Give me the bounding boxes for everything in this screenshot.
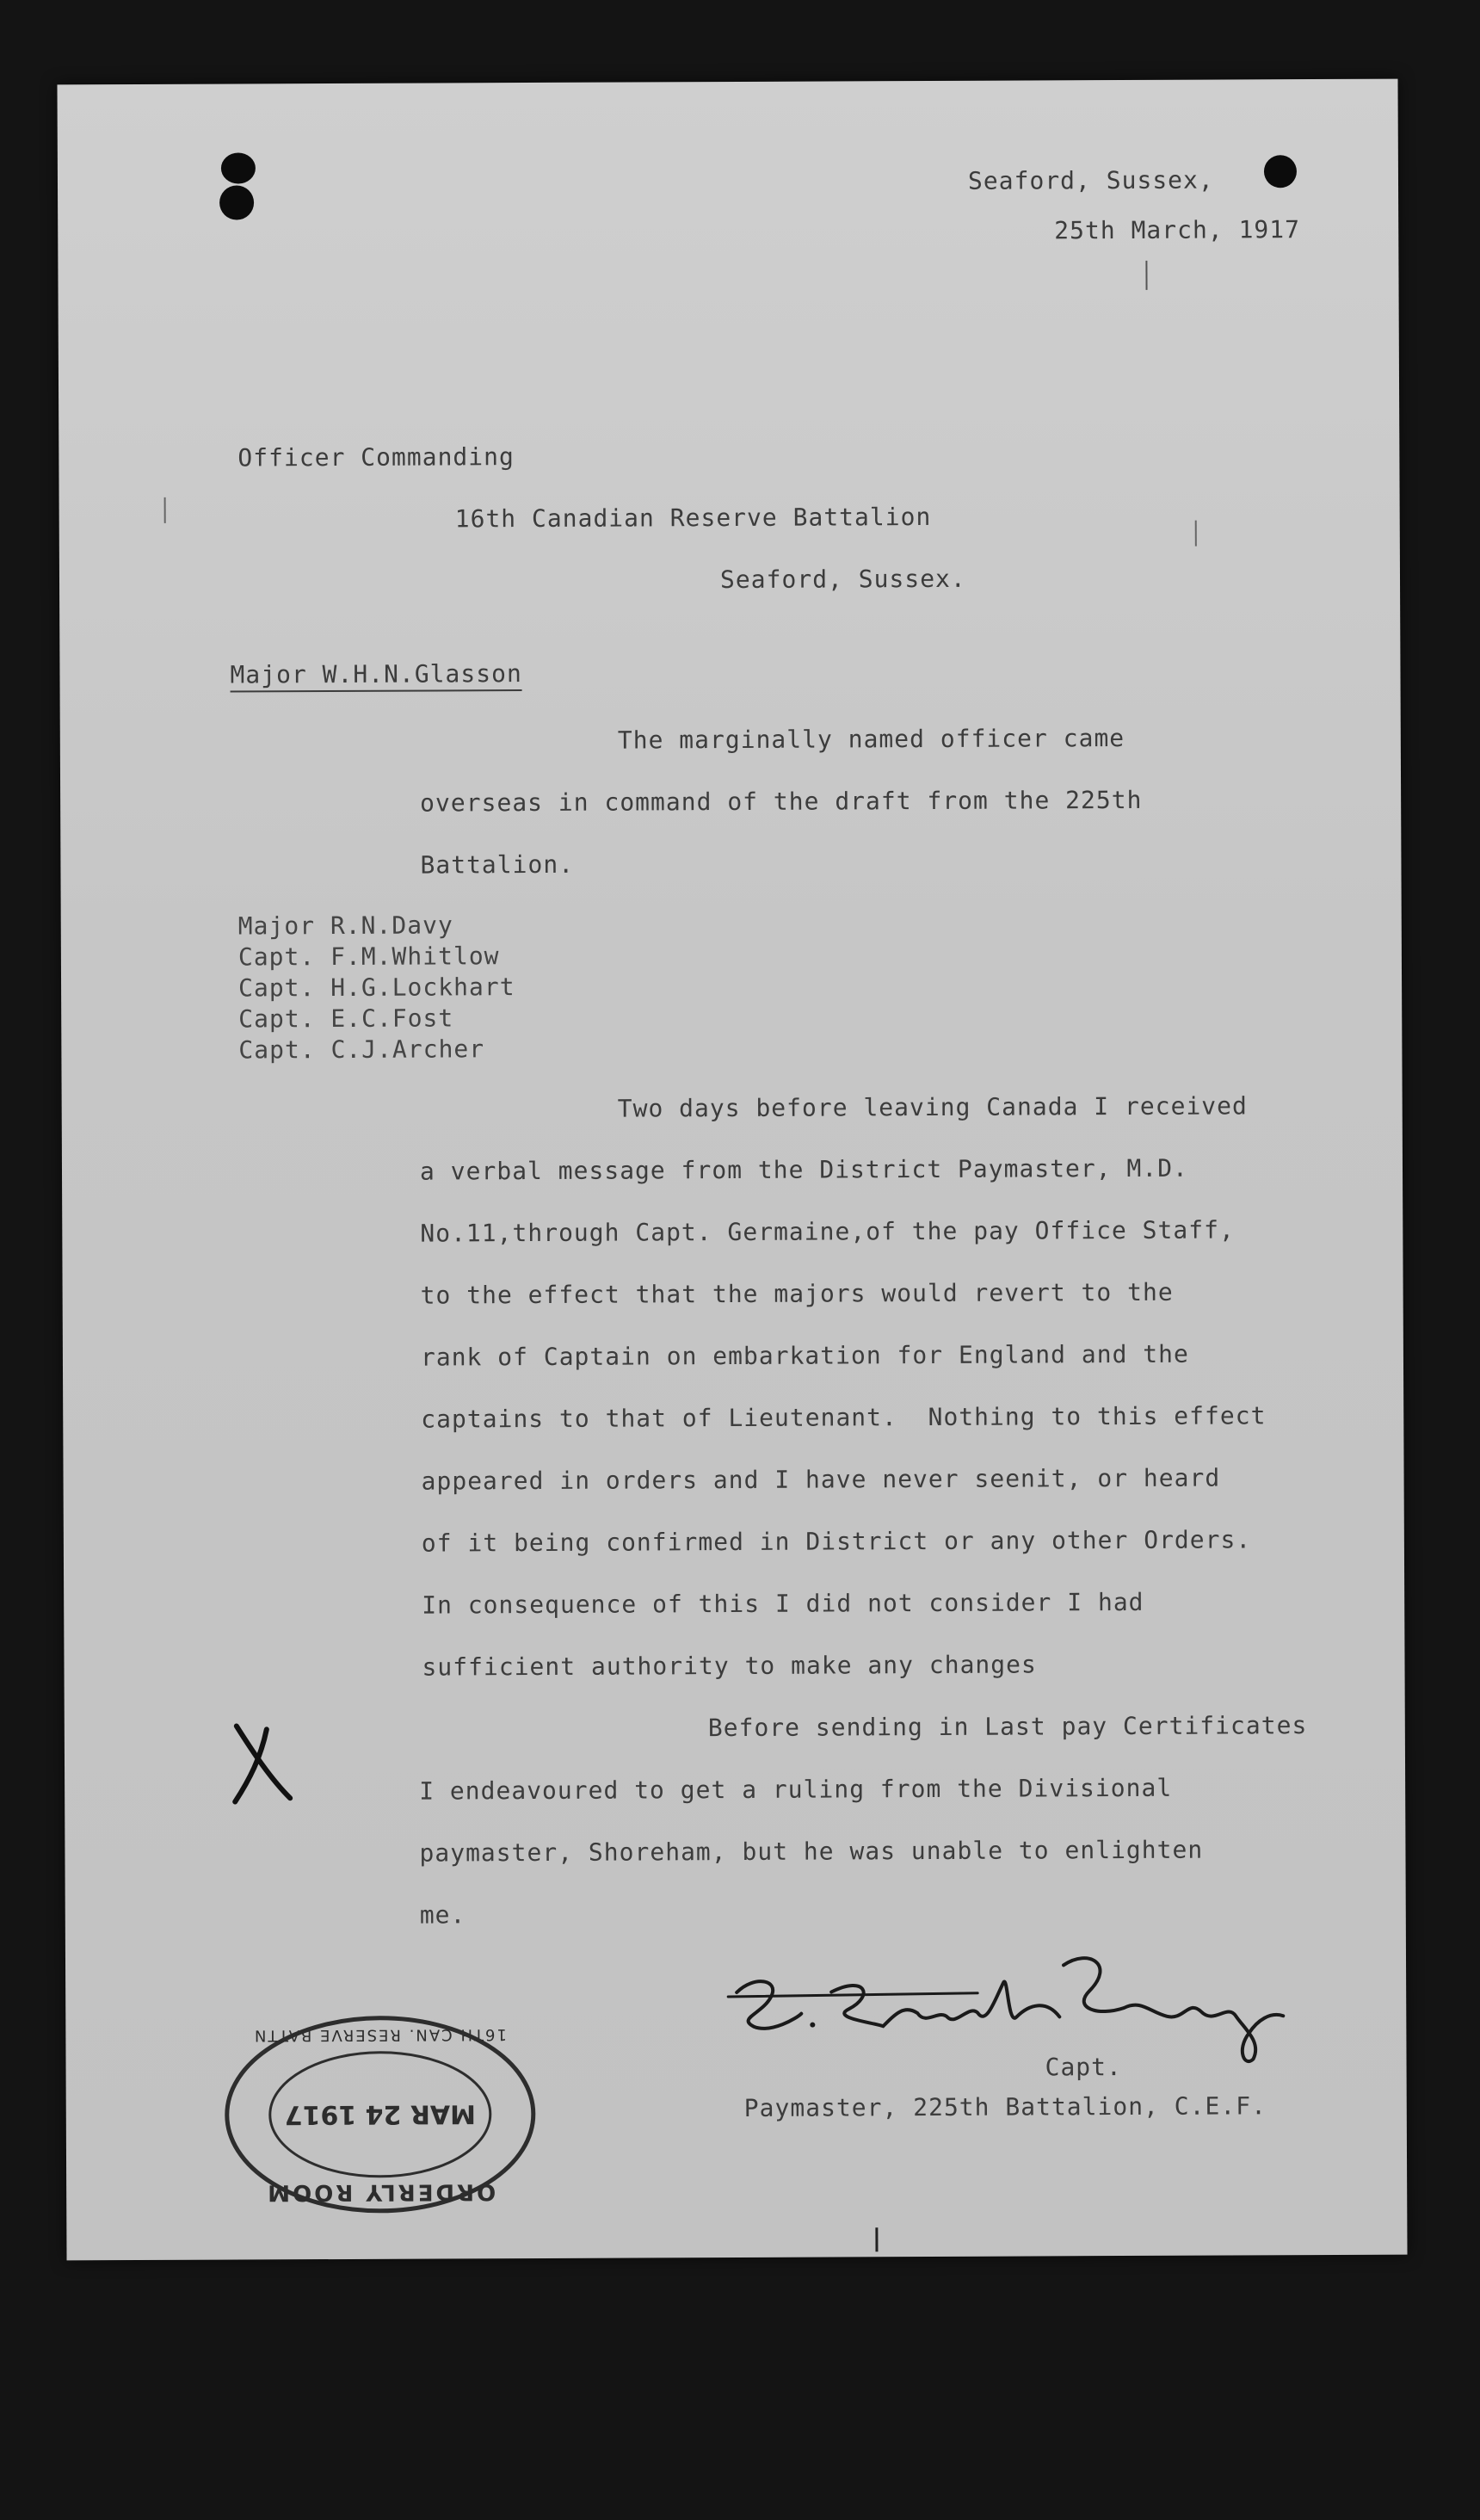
paragraph2-line: appeared in orders and I have never seenit, or heard [421,1463,1221,1496]
punch-hole-top-left [221,152,256,183]
handwritten-signature [719,1930,1305,2070]
svg-text:MAR 24 1917: MAR 24 1917 [284,2098,477,2130]
paragraph2-line: of it being confirmed in District or any other Orders. [421,1525,1252,1558]
paragraph3-line: I endeavoured to get a ruling from the Divisional [419,1773,1173,1806]
paragraph2-line: rank of Captain on embarkation for England and the [420,1339,1189,1372]
paragraph2-line: No.11,through Capt. Germaine,of the pay Office Staff, [420,1215,1235,1248]
paragraph3-line: Before sending in Last pay Certificates [707,1711,1308,1743]
header-date: 25th March, 1917 [1054,215,1301,245]
paragraph2-line: captains to that of Lieutenant. Nothing to this effect [421,1401,1267,1434]
paragraph2-line: Two days before leaving Canada I received [617,1091,1248,1123]
address-line-1: Officer Commanding [237,442,515,472]
paragraph2-line: to the effect that the majors would revert to the [420,1277,1174,1310]
address-line-3: Seaford, Sussex. [719,564,966,595]
officer-list-item: Major R.N.Davy [237,911,453,941]
scan-artifact-line [1195,521,1197,547]
svg-text:ORDERLY ROOM: ORDERLY ROOM [265,2178,496,2206]
paragraph3-line: me. [419,1900,466,1930]
header-place: Seaford, Sussex, [967,165,1214,195]
paragraph3-line: paymaster, Shoreham, but he was unable to enlighten [419,1835,1204,1868]
paragraph2-line: sufficient authority to make any changes [422,1650,1037,1682]
punch-hole-top-right [1264,155,1297,188]
scan-artifact-line [1145,261,1147,290]
paragraph1-line: The marginally named officer came [617,724,1125,755]
officer-list-item: Capt. E.C.Fost [238,1004,454,1034]
svg-text:16TH CAN. RESERVE BATTN: 16TH CAN. RESERVE BATTN [252,2025,507,2045]
paragraph2-line: a verbal message from the District Paymaster, M.D. [419,1153,1188,1186]
paragraph1-line: Battalion. [420,849,575,880]
punch-hole-top-left-lower [219,185,254,219]
paragraph1-line: overseas in command of the draft from the 225th [420,785,1143,818]
officer-list-item: Capt. F.M.Whitlow [237,942,500,972]
officer-list-item: Capt. C.J.Archer [238,1035,485,1065]
signature-rank: Capt. [1045,2053,1122,2082]
paragraph2-line: In consequence of this I did not consider I had [422,1587,1144,1620]
scan-artifact-line [875,2227,878,2251]
document-page [57,79,1407,2261]
address-line-2: 16th Canadian Reserve Battalion [454,502,932,534]
margin-x-mark [228,1719,297,1805]
officer-list-item: Capt. H.G.Lockhart [238,973,515,1003]
signature-title: Paymaster, 225th Battalion, C.E.F. [743,2091,1267,2122]
scan-artifact-line [164,497,166,523]
orderly-room-stamp [220,2010,540,2219]
subject-heading: Major W.H.N.Glasson [230,659,521,692]
